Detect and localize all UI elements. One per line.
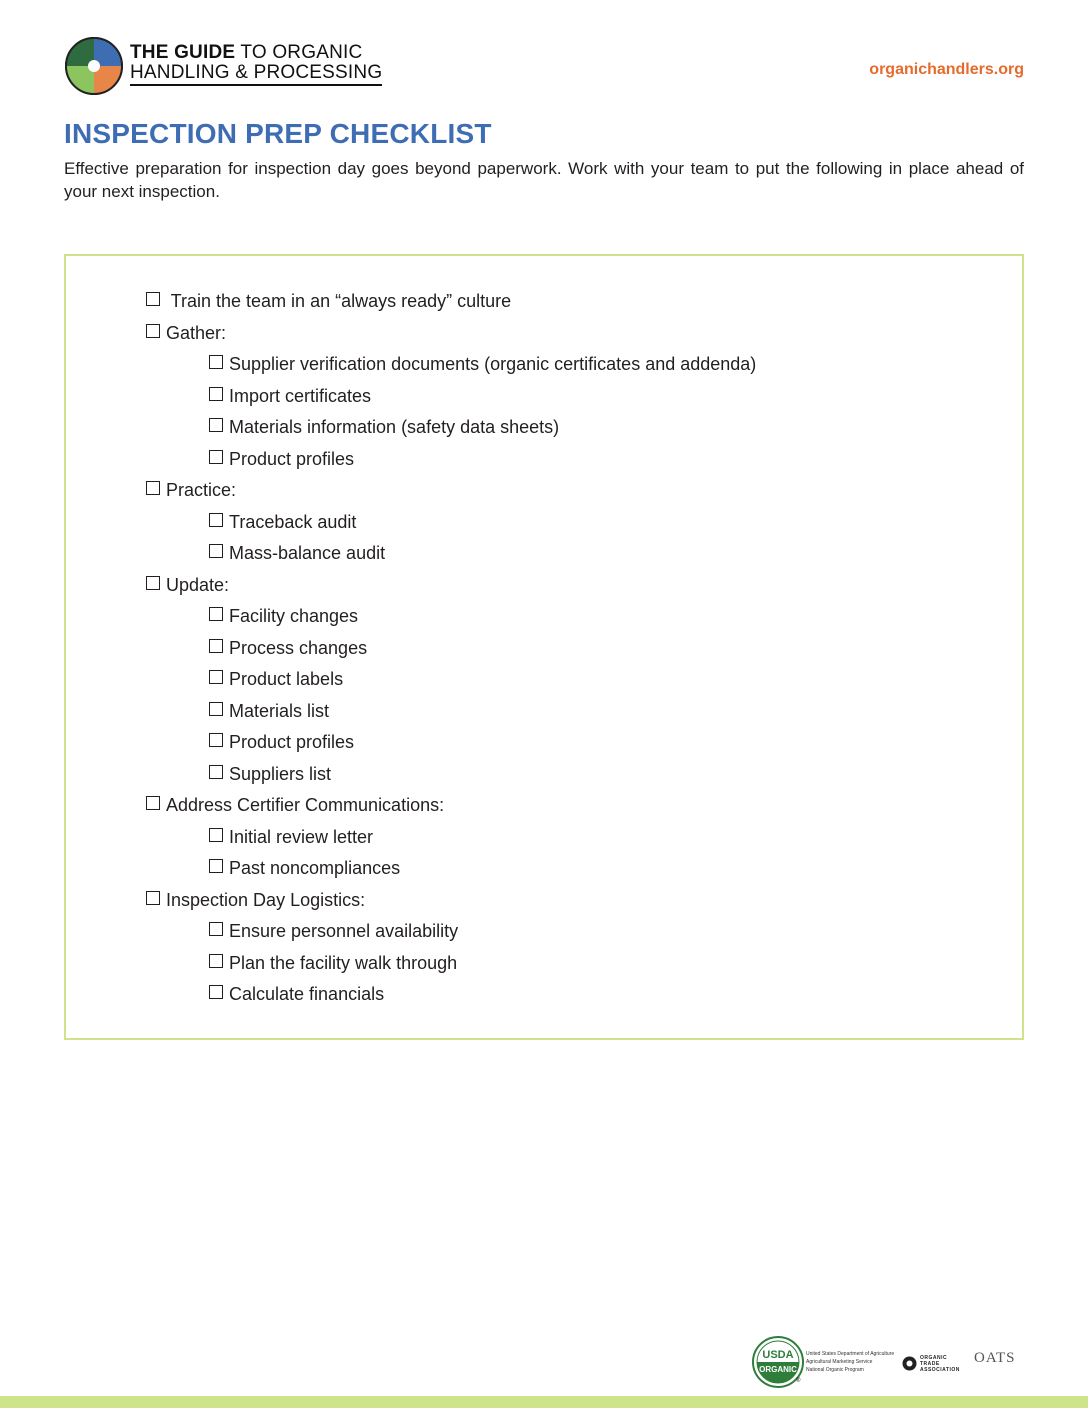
checklist-subitem-label: Mass-balance audit <box>229 543 386 563</box>
checklist-item <box>146 574 229 596</box>
checklist-subitem-label: Ensure personnel availability <box>229 921 459 941</box>
checklist-subitem <box>209 448 354 470</box>
checklist-subitem <box>209 826 373 848</box>
checklist-subitem-label: Past noncompliances <box>229 858 401 878</box>
checklist-subitem-label: Import certificates <box>229 385 372 406</box>
page-title: INSPECTION PREP CHECKLIST <box>64 118 492 149</box>
checklist-subitem-label: Traceback audit <box>229 511 357 532</box>
checklist-item-label: Address Certifier Communications: <box>166 795 445 815</box>
checklist-subitem <box>209 952 457 974</box>
usda-text-block <box>806 1350 894 1374</box>
checklist-subitem-label: Materials information (safety data sheets) <box>229 417 560 437</box>
checklist-item-label: Update: <box>166 574 230 595</box>
checklist-subitem-label: Initial review letter <box>229 826 374 847</box>
checklist-subitem <box>209 700 329 722</box>
checklist-item <box>146 479 236 501</box>
usda-seal-bottom-text: ORGANIC <box>759 1365 797 1374</box>
logo-line2: HANDLING & PROCESSING <box>130 63 382 86</box>
logo-wordmark <box>130 43 382 86</box>
checkbox[interactable] <box>209 387 223 401</box>
checklist-item <box>146 322 226 344</box>
puzzle-logo-icon <box>64 36 124 96</box>
site-url-link[interactable]: organichandlers.org <box>869 61 1024 78</box>
checkbox[interactable] <box>146 891 160 905</box>
checklist-item-label: Gather: <box>166 322 227 343</box>
checklist-subitem-label: Plan the facility walk through <box>229 952 458 973</box>
ota-line: ASSOCIATION <box>920 1367 960 1373</box>
checkbox[interactable] <box>146 292 160 306</box>
checkbox[interactable] <box>146 576 160 590</box>
usda-line: National Organic Program <box>806 1367 864 1373</box>
logo-line1-rest: TO ORGANIC <box>235 42 363 63</box>
checkbox[interactable] <box>209 985 223 999</box>
checklist-subitem-label: Materials list <box>229 700 330 721</box>
oats-logo: OATS <box>974 1350 1016 1366</box>
checklist-subitem-label: Product profiles <box>229 448 355 469</box>
checkbox[interactable] <box>146 481 160 495</box>
checklist-subitem-label: Facility changes <box>229 606 359 626</box>
checklist-item <box>146 794 444 816</box>
checkbox[interactable] <box>209 922 223 936</box>
checklist-item-label: Train the team in an “always ready” culture <box>166 291 512 311</box>
checklist-subitem <box>209 385 371 407</box>
checkbox[interactable] <box>209 418 223 432</box>
usda-line: Agricultural Marketing Service <box>806 1359 873 1365</box>
checkbox[interactable] <box>209 355 223 369</box>
checklist-subitem <box>209 983 384 1005</box>
checklist-subitem <box>209 668 343 690</box>
checklist-subitem <box>209 857 400 879</box>
checkbox[interactable] <box>209 765 223 779</box>
checklist-subitem <box>209 511 356 533</box>
checklist-subitem <box>209 353 756 375</box>
ota-globe-icon <box>902 1356 917 1371</box>
ota-line: TRADE <box>920 1361 940 1367</box>
usda-line: United States Department of Agriculture <box>806 1351 895 1357</box>
guide-logo <box>64 36 394 96</box>
checkbox[interactable] <box>209 450 223 464</box>
checkbox[interactable] <box>209 702 223 716</box>
checklist-item-label: Inspection Day Logistics: <box>166 889 366 910</box>
checkbox[interactable] <box>209 859 223 873</box>
checklist-item <box>146 290 511 312</box>
checkbox[interactable] <box>146 324 160 338</box>
checkbox[interactable] <box>209 670 223 684</box>
checkbox[interactable] <box>209 607 223 621</box>
checkbox[interactable] <box>209 639 223 653</box>
checklist-subitem <box>209 731 354 753</box>
checklist-subitem-label: Supplier verification documents (organic certificates and addenda) <box>229 354 757 374</box>
registered-mark: ® <box>796 1378 801 1384</box>
checkbox[interactable] <box>209 513 223 527</box>
checkbox[interactable] <box>209 828 223 842</box>
checklist-item <box>146 889 365 911</box>
ota-logo <box>902 1354 966 1374</box>
checklist-subitem <box>209 605 358 627</box>
checkbox[interactable] <box>209 544 223 558</box>
checkbox[interactable] <box>209 954 223 968</box>
checklist-subitem <box>209 637 367 659</box>
checklist-subitem <box>209 920 458 942</box>
ota-line: ORGANIC <box>920 1355 948 1361</box>
checklist-item-label: Practice: <box>166 480 237 500</box>
checklist-subitem-label: Calculate financials <box>229 984 385 1004</box>
usda-seal-top-text: USDA <box>762 1349 794 1361</box>
bottom-stripe <box>0 1396 1088 1408</box>
checklist-subitem <box>209 416 559 438</box>
checkbox[interactable] <box>209 733 223 747</box>
checkbox[interactable] <box>146 796 160 810</box>
footer-logos <box>750 1334 1030 1392</box>
checklist-subitem-label: Suppliers list <box>229 763 332 784</box>
checklist-subitem <box>209 542 385 564</box>
checklist-subitem-label: Product profiles <box>229 732 355 752</box>
logo-line1-bold: THE GUIDE <box>130 42 236 63</box>
checklist-subitem-label: Process changes <box>229 637 368 658</box>
checklist-subitem <box>209 763 331 785</box>
checklist-subitem-label: Product labels <box>229 669 344 689</box>
intro-paragraph: Effective preparation for inspection day goes beyond paperwork. Work with your team to put the following in place ahead of your next inspection. <box>64 159 1024 201</box>
